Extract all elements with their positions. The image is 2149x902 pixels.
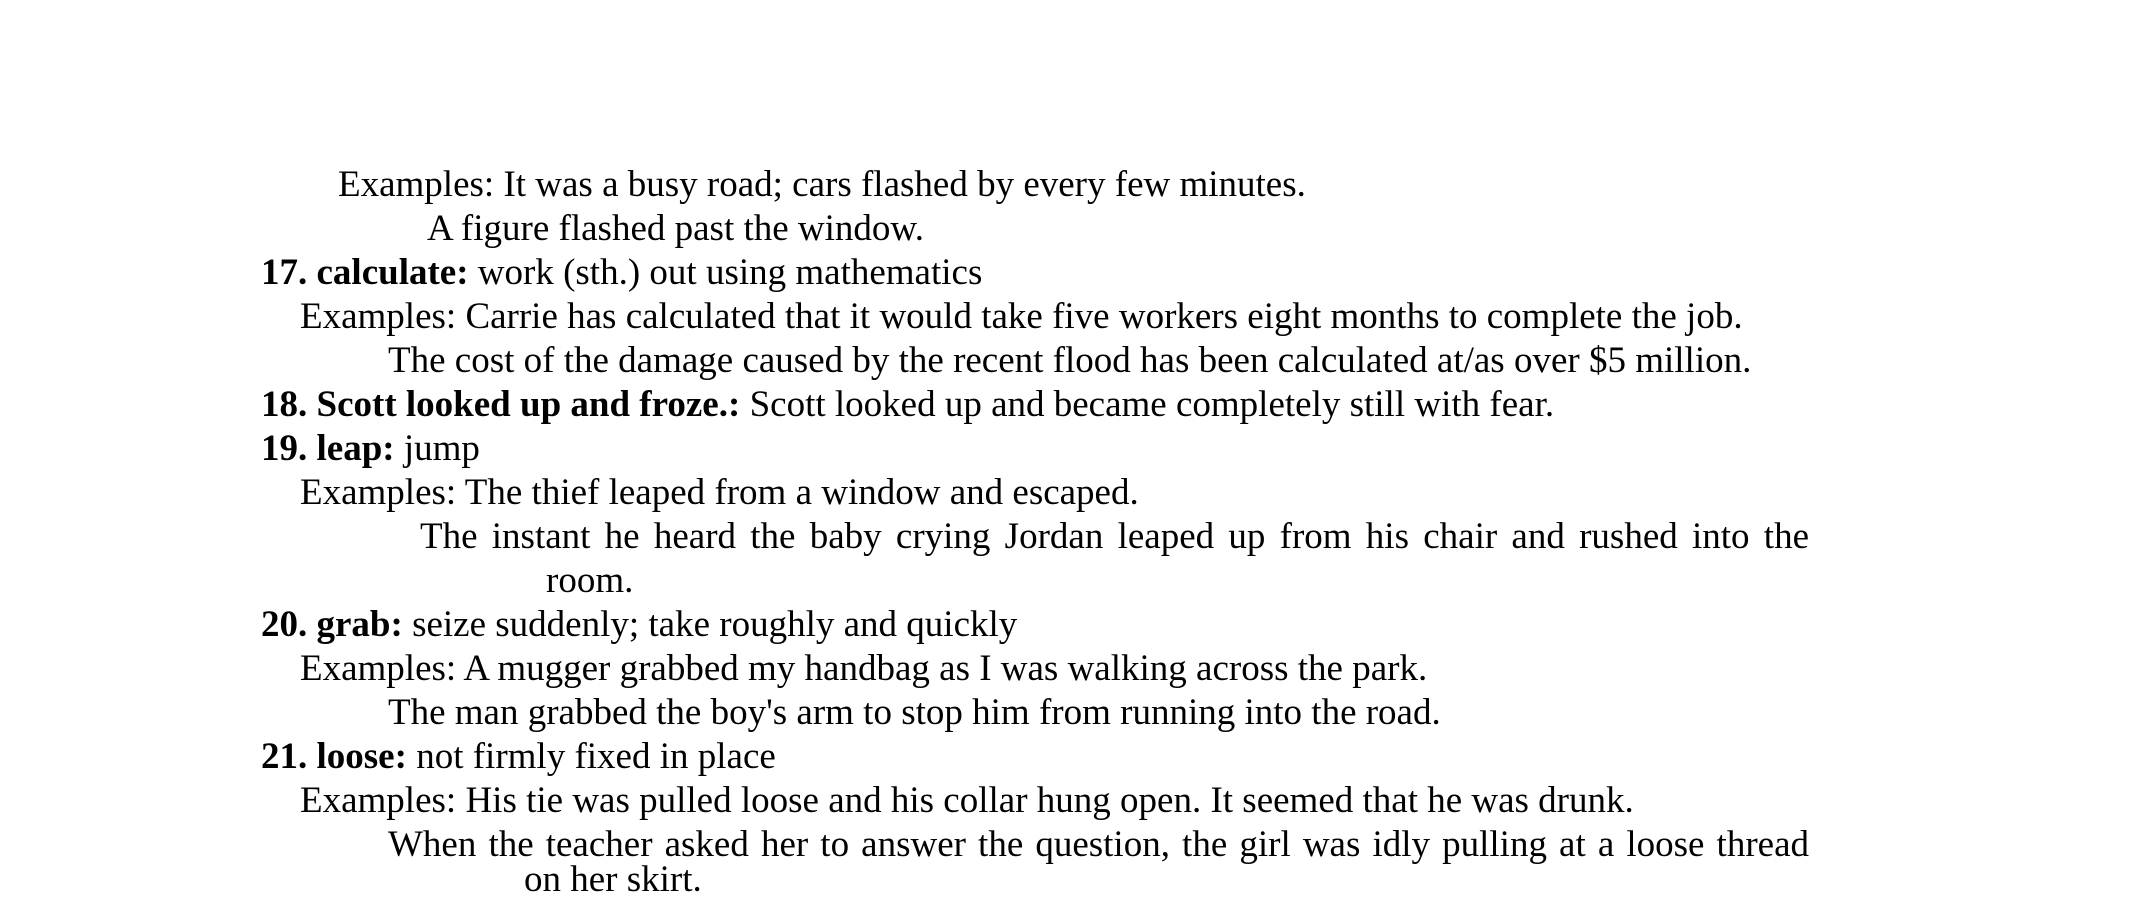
example-line bbox=[300, 295, 1743, 339]
example-text: room. bbox=[546, 560, 634, 601]
entry-definition: not firmly fixed in place bbox=[416, 736, 776, 777]
example-line bbox=[300, 647, 1427, 691]
entry-number: 20. bbox=[261, 604, 308, 645]
example-line bbox=[300, 779, 1634, 823]
example-text: When the teacher asked her to answer the question, the girl was idly pulling at a loose thread bbox=[388, 824, 1809, 865]
example-text: Carrie has calculated that it would take five workers eight months to complete the job. bbox=[465, 296, 1743, 337]
example-line bbox=[388, 691, 1441, 735]
entry-heading bbox=[261, 735, 776, 779]
example-text: A mugger grabbed my handbag as I was walking across the park. bbox=[463, 648, 1428, 689]
example-text: The cost of the damage caused by the recent flood has been calculated at/as over $5 million. bbox=[388, 340, 1752, 381]
examples-label: Examples: bbox=[300, 472, 457, 513]
entry-heading bbox=[261, 603, 1017, 647]
entry-number: 18. bbox=[261, 384, 308, 425]
entry-term: loose: bbox=[316, 736, 407, 777]
entry-heading bbox=[261, 427, 480, 471]
example-line bbox=[427, 207, 924, 251]
entry-term: grab: bbox=[316, 604, 403, 645]
entry-definition: work (sth.) out using mathematics bbox=[477, 252, 983, 293]
entry-heading bbox=[261, 383, 1554, 427]
example-line-continuation bbox=[524, 858, 702, 902]
example-line-continuation bbox=[546, 559, 633, 603]
example-line bbox=[388, 339, 1751, 383]
example-line bbox=[420, 515, 1809, 559]
entry-definition: jump bbox=[403, 428, 480, 469]
examples-label: Examples: bbox=[300, 780, 457, 821]
entry-number: 19. bbox=[261, 428, 308, 469]
example-line bbox=[300, 471, 1139, 515]
example-text: A figure flashed past the window. bbox=[427, 208, 924, 249]
examples-label: Examples: bbox=[300, 296, 457, 337]
example-text: on her skirt. bbox=[524, 859, 702, 900]
example-text: The thief leaped from a window and escaped. bbox=[464, 472, 1139, 513]
example-line bbox=[338, 163, 1306, 207]
example-text: The man grabbed the boy's arm to stop him from running into the road. bbox=[388, 692, 1441, 733]
examples-label: Examples: bbox=[338, 164, 495, 205]
entry-number: 21. bbox=[261, 736, 308, 777]
example-text: His tie was pulled loose and his collar hung open. It seemed that he was drunk. bbox=[465, 780, 1634, 821]
entry-definition: seize suddenly; take roughly and quickly bbox=[412, 604, 1018, 645]
example-text: It was a busy road; cars flashed by every few minutes. bbox=[503, 164, 1306, 205]
examples-label: Examples: bbox=[300, 648, 457, 689]
entry-term: Scott looked up and froze.: bbox=[316, 384, 741, 425]
entry-definition: Scott looked up and became completely still with fear. bbox=[749, 384, 1555, 425]
entry-term: calculate: bbox=[316, 252, 469, 293]
entry-heading bbox=[261, 251, 982, 295]
example-text: The instant he heard the baby crying Jordan leaped up from his chair and rushed into the bbox=[420, 516, 1809, 557]
entry-term: leap: bbox=[316, 428, 395, 469]
entry-number: 17. bbox=[261, 252, 308, 293]
